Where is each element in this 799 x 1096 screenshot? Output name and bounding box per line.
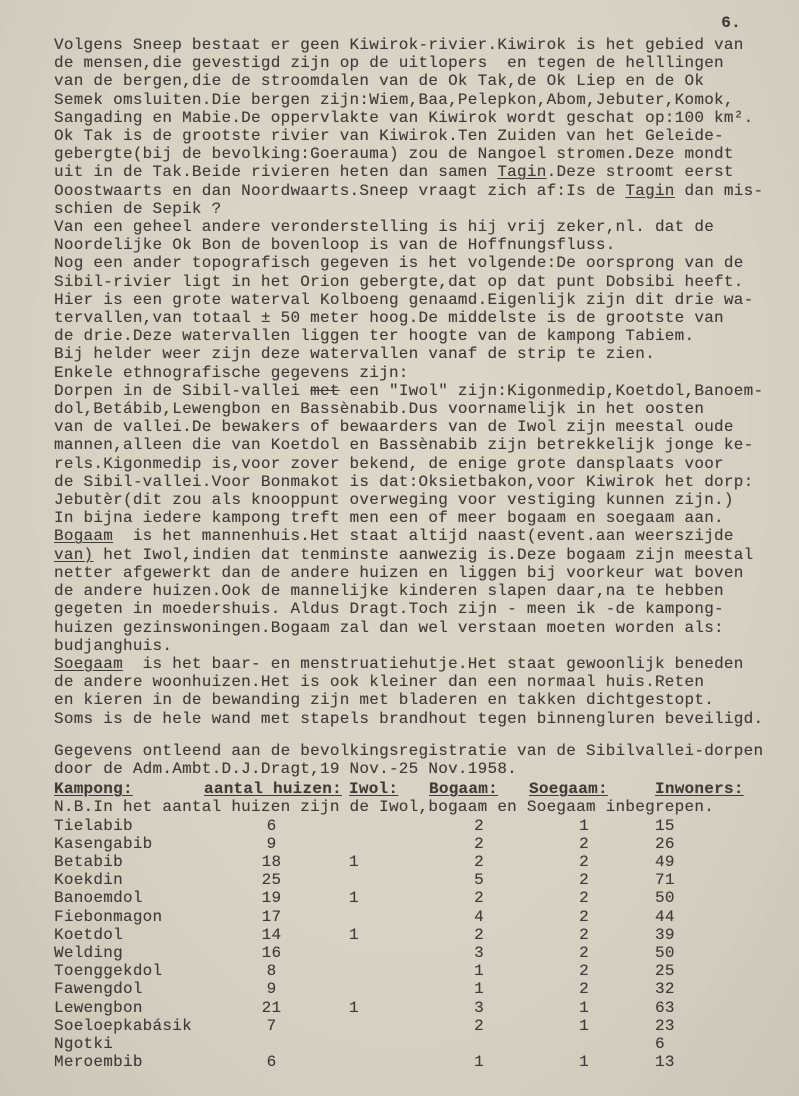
text-line: Soegaam is het baar- en menstruatiehutje.Het staat gewoonlijk beneden [54,654,744,673]
table-cell [339,871,429,889]
table-row [54,999,773,1017]
table-note: N.B.In het aantal huizen zijn de Iwol,bogaam en Soegaam inbegrepen. [54,798,715,817]
table-row [54,944,773,962]
table-row [54,962,773,980]
table-cell: 1 [349,889,359,908]
table-cell: 15 [655,816,675,835]
table-cell: Koetdol [54,925,123,944]
table-cell: 71 [655,871,675,890]
table-cell: 50 [655,889,675,908]
table-row [54,817,773,835]
table-cell: Betabib [54,852,123,871]
table-cell [339,1035,429,1053]
text-line: de andere huizen.Ook de mannelijke kinderen slapen daar,na te hebben [54,582,724,601]
text-line: uit in de Tak.Beide rivieren heten dan samen Tagin.Deze stroomt eerst [54,163,734,182]
table-cell: 21 [261,998,282,1017]
table-cell [339,944,429,962]
table-cell: 4 [474,907,484,926]
table-cell: 19 [261,889,282,908]
text-line: van) het Iwol,indien dat tenminste aanwezig is.Deze bogaam zijn meestal [54,545,754,564]
table-cell: 2 [579,962,589,981]
table-cell: 1 [474,1053,484,1072]
table-cell: 6 [266,1053,277,1072]
table-column-header: Iwol: [349,780,399,799]
table-cell: 13 [655,1053,675,1072]
table-cell: 2 [579,871,589,890]
text-line: Nog een ander topografisch gegeven is het volgende:De oorsprong van de [54,254,744,273]
text-line: de drie.Deze watervallen liggen ter hoogte van de kampong Tabiem. [54,327,695,346]
text-line: Bogaam is het mannenhuis.Het staat altijd naast(event.aan weerszijde [54,527,734,546]
table-cell [339,1053,429,1071]
table-cell: Meroembib [54,1053,143,1072]
table-cell: 49 [655,852,675,871]
page-number: 6. [721,14,741,32]
table-row [54,980,773,998]
text-line: de mensen,die gevestigd zijn op de uitlopers en tegen de helllingen [54,54,724,73]
table-row [54,1053,773,1071]
table-cell [339,835,429,853]
table-cell: 23 [655,1016,675,1035]
table-cell: 32 [655,980,675,999]
table-cell: 2 [474,1016,484,1035]
text-line: Hier is een grote waterval Kolboeng genaamd.Eigenlijk zijn dit drie wa- [54,290,754,309]
table-cell: 14 [261,925,282,944]
table-cell: 1 [579,816,589,835]
table-cell: 44 [655,907,675,926]
table-cell: Banoemdol [54,889,143,908]
text-line: netter afgewerkt dan de andere huizen en liggen bij voorkeur wat boven [54,563,744,582]
text-line: de andere woonhuizen.Het is ook kleiner dan een normaal huis.Reten [54,673,705,692]
table-cell: 25 [261,871,282,890]
text-line: tervallen,van totaal ± 50 meter hoog.De middelste is de grootste van [54,309,724,328]
table-header-row [54,780,773,798]
table-row [54,926,773,944]
table-cell: 39 [655,925,675,944]
table-cell: 2 [579,980,589,999]
text-line: van de vallei.De bewakers of bewaarders van de Iwol zijn meestal oude [54,418,734,437]
text-line: In bijna iedere kampong treft men een of meer bogaam en soegaam aan. [54,509,724,528]
table-cell: Tielabib [54,816,133,835]
table-cell: Fiebonmagon [54,907,163,926]
table-cell [339,817,429,835]
text-line: schien de Sepik ? [54,199,222,218]
text-line: Sangading en Mabie.De oppervlakte van Kiwirok wordt geschat op:100 km². [54,108,754,127]
text-line: huizen gezinswoningen.Bogaam zal dan wel verstaan moeten worden als: [54,618,724,637]
table-cell: 2 [474,889,484,908]
table-cell: 6 [655,1034,665,1053]
table-cell [339,962,429,980]
table-body [54,817,773,1072]
table-cell: 2 [474,925,484,944]
table-cell: 1 [349,925,359,944]
table-cell [529,1035,639,1053]
table-column-header: Kampong: [54,780,133,799]
text-line: Bij helder weer zijn deze watervallen vanaf de strip te zien. [54,345,655,364]
table-cell: 1 [579,1053,589,1072]
table-cell: 1 [579,998,589,1017]
source-line: Gegevens ontleend aan de bevolkingsregistratie van de Sibilvallei-dorpen [54,741,764,760]
text-line: Ooostwaarts en dan Noordwaarts.Sneep vraagt zich af:Is de Tagin dan mis- [54,181,764,200]
text-line: de Sibil-vallei.Voor Bonmakot is dat:Oksietbakon,voor Kiwirok het dorp: [54,472,754,491]
text-line: Jebutèr(dit zou als knooppunt overweging voor vestiging kunnen zijn.) [54,491,734,510]
table-cell: 18 [261,852,282,871]
table-column-header: aantal huizen: [204,780,342,799]
text-line: Enkele ethnografische gegevens zijn: [54,363,409,382]
source-note [54,742,773,778]
text-line: Noordelijke Ok Bon de bovenloop is van de Hoffnungsfluss. [54,236,616,255]
table-cell: Soeloepkabásik [54,1016,192,1035]
table-cell: 3 [474,998,484,1017]
table-cell: Toenggekdol [54,962,163,981]
table-row [54,1035,773,1053]
text-line: Dorpen in de Sibil-vallei met een "Iwol" zijn:Kigonmedip,Koetdol,Banoem- [54,381,764,400]
table-cell: 50 [655,943,675,962]
text-line: Volgens Sneep bestaat er geen Kiwirok-rivier.Kiwirok is het gebied van [54,36,744,54]
table-cell: 1 [349,852,359,871]
table-cell: 1 [579,1016,589,1035]
table-cell [339,908,429,926]
table-cell: 2 [579,907,589,926]
table-column-header: Bogaam: [429,780,498,799]
text-line: van de bergen,die de stroomdalen van de Ok Tak,de Ok Liep en de Ok [54,72,705,91]
table-cell [204,1035,339,1053]
table-cell: Ngotki [54,1034,114,1053]
table-cell: 1 [474,962,484,981]
text-line: Sibil-rivier ligt in het Orion gebergte,dat op dat punt Dobsibi heeft. [54,272,744,291]
table-cell: 2 [579,925,589,944]
table-row [54,889,773,907]
table-row [54,853,773,871]
table-cell: 1 [349,998,359,1017]
table-cell [339,980,429,998]
table-cell: 2 [579,852,589,871]
table-cell: 2 [579,943,589,962]
table-cell: 63 [655,998,675,1017]
table-cell: 7 [266,1016,277,1035]
body-text [54,36,773,728]
table-cell [339,1017,429,1035]
text-line: dol,Betábib,Lewengbon en Bassènabib.Dus voornamelijk in het oosten [54,400,705,419]
text-line: gegeten in moedershuis. Aldus Dragt.Toch zijn - meen ik -de kampong- [54,600,724,619]
table-cell: 2 [474,852,484,871]
text-line: rels.Kigonmedip is,voor zover bekend, de enige grote dansplaats voor [54,454,724,473]
table-row [54,1017,773,1035]
table-cell: 3 [474,943,484,962]
text-line: Ok Tak is de grootste rivier van Kiwirok.Ten Zuiden van het Geleide- [54,127,724,146]
text-line: Van een geheel andere veronderstelling is hij vrij zeker,nl. dat de [54,218,715,237]
table-cell [429,1035,529,1053]
table-cell: 17 [261,907,282,926]
table-cell: 2 [474,834,484,853]
text-line: en kieren in de bewanding zijn met bladeren en takken dichtgestopt. [54,691,715,710]
table-cell: 16 [261,943,282,962]
table-column-header: Inwoners: [655,780,744,799]
table-cell: Fawengdol [54,980,143,999]
table-cell: 26 [655,834,675,853]
text-line: budjanghuis. [54,636,173,655]
table-cell: Kasengabib [54,834,153,853]
table-cell: 1 [474,980,484,999]
table-row [54,835,773,853]
table-row [54,908,773,926]
text-line: mannen,alleen die van Koetdol en Bassènabib zijn betrekkelijk jonge ke- [54,436,754,455]
text-line: Soms is de hele wand met stapels brandhout tegen binnengluren beveiligd. [54,709,764,728]
text-line: Semek omsluiten.Die bergen zijn:Wiem,Baa,Pelepkon,Abom,Jebuter,Komok, [54,90,734,109]
table-column-header: Soegaam: [529,780,608,799]
table-row [54,871,773,889]
table-cell: Koekdin [54,871,123,890]
source-line: door de Adm.Ambt.D.J.Dragt,19 Nov.-25 Nov.1958. [54,759,518,778]
table-cell: Welding [54,943,123,962]
text-line: gebergte(bij de bevolking:Goerauma) zou de Nangoel stromen.Deze mondt [54,145,734,164]
table-cell: 2 [579,889,589,908]
table-cell: 5 [474,871,484,890]
table-cell: 9 [266,834,277,853]
table-cell: Lewengbon [54,998,143,1017]
table-cell: 9 [266,980,277,999]
table-cell: 25 [655,962,675,981]
table-cell: 2 [474,816,484,835]
table-cell: 2 [579,834,589,853]
table-cell: 8 [266,962,277,981]
village-table [54,780,773,1071]
table-cell: 6 [266,816,277,835]
